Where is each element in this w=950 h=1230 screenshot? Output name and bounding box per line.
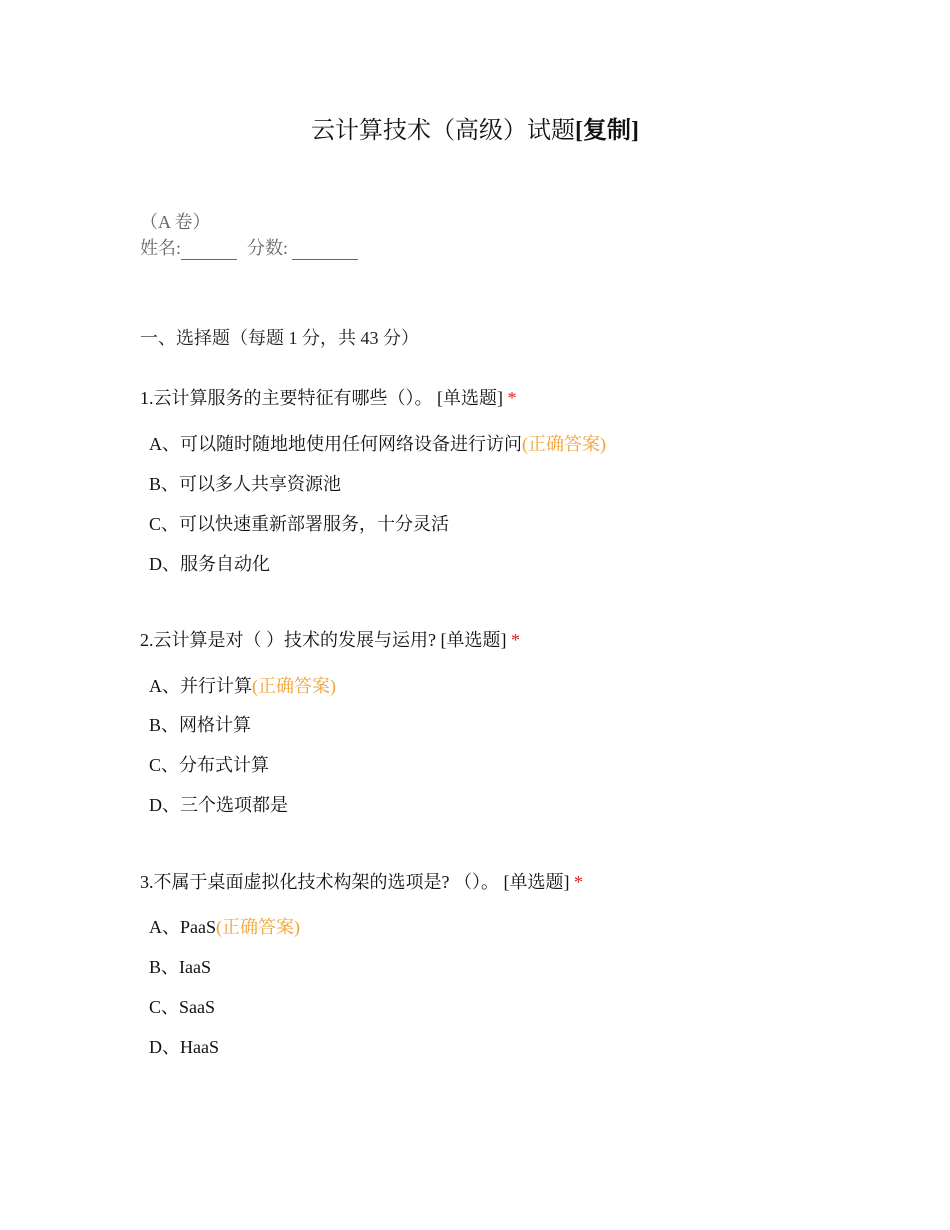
score-label: 分数: bbox=[247, 238, 289, 258]
question-2-option-b bbox=[149, 711, 251, 737]
correct-answer-tag: (正确答案) bbox=[216, 917, 300, 937]
header-fields bbox=[140, 234, 358, 260]
score-blank bbox=[292, 241, 358, 260]
question-1-option-a bbox=[149, 430, 606, 456]
question-1-option-b bbox=[149, 470, 341, 496]
option-text: D、HaaS bbox=[149, 1037, 219, 1057]
question-1-option-d bbox=[149, 550, 270, 576]
question-3-option-a bbox=[149, 913, 300, 939]
question-3 bbox=[140, 868, 583, 894]
question-3-option-b bbox=[149, 953, 211, 979]
option-text: A、PaaS bbox=[149, 917, 216, 937]
required-mark: * bbox=[507, 388, 517, 408]
required-mark: * bbox=[510, 630, 520, 650]
question-text: 2.云计算是对（ ）技术的发展与运用? [单选题] bbox=[140, 630, 507, 650]
title-main: 云计算技术（高级）试题 bbox=[311, 118, 575, 144]
question-3-option-c bbox=[149, 993, 215, 1019]
option-text: C、分布式计算 bbox=[149, 755, 270, 775]
option-text: A、可以随时随地地使用任何网络设备进行访问 bbox=[149, 434, 522, 454]
option-text: B、网格计算 bbox=[149, 715, 252, 735]
option-text: C、SaaS bbox=[149, 997, 216, 1017]
title-copy-tag: [复制] bbox=[575, 118, 639, 144]
correct-answer-tag: (正确答案) bbox=[522, 434, 606, 454]
question-text: 1.云计算服务的主要特征有哪些（）。 [单选题] bbox=[140, 388, 503, 408]
option-text: A、并行计算 bbox=[149, 676, 252, 696]
question-2-option-d bbox=[149, 791, 288, 817]
question-3-option-d bbox=[149, 1033, 219, 1059]
page-title bbox=[0, 110, 950, 145]
question-1 bbox=[140, 384, 517, 410]
option-text: C、可以快速重新部署服务，十分灵活 bbox=[149, 514, 450, 534]
option-text: B、可以多人共享资源池 bbox=[149, 474, 342, 494]
name-blank bbox=[181, 241, 237, 260]
question-1-option-c bbox=[149, 510, 449, 536]
name-label: 姓名: bbox=[140, 238, 182, 258]
question-2 bbox=[140, 626, 520, 652]
question-2-option-c bbox=[149, 751, 269, 777]
option-text: D、三个选项都是 bbox=[149, 795, 288, 815]
required-mark: * bbox=[573, 872, 583, 892]
option-text: D、服务自动化 bbox=[149, 554, 270, 574]
question-2-option-a bbox=[149, 672, 336, 698]
section-title: 一、选择题（每题 1 分，共 43 分） bbox=[140, 328, 419, 348]
paper-label: （A 卷） bbox=[140, 212, 211, 232]
option-text: B、IaaS bbox=[149, 957, 211, 977]
correct-answer-tag: (正确答案) bbox=[252, 676, 336, 696]
question-text: 3.不属于桌面虚拟化技术构架的选项是? （）。 [单选题] bbox=[140, 872, 570, 892]
